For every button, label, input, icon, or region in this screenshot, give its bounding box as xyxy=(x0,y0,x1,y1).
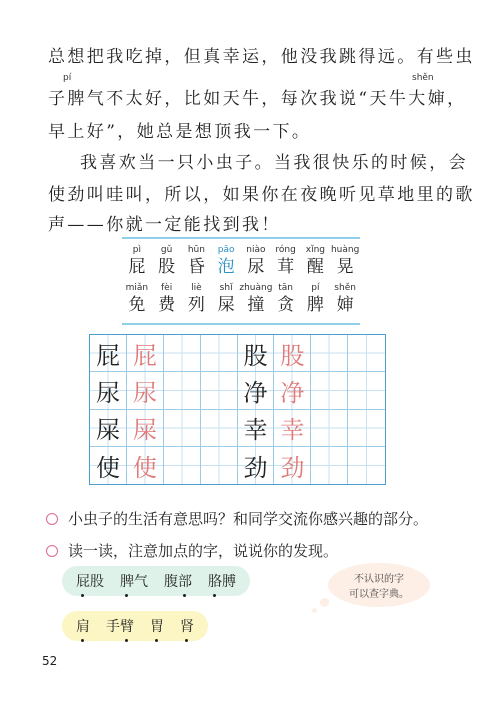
vocab-item: róng 茸 xyxy=(275,245,296,277)
tip-line: 不认识的字 xyxy=(354,574,404,585)
empty-practice-cell xyxy=(164,410,201,447)
story-line: 总想把我吃掉，但真幸运，他没我跳得远。有些虫 xyxy=(48,47,475,67)
model-character: 股 xyxy=(238,335,275,372)
empty-practice-cell xyxy=(164,335,201,372)
story-line: 子脾气不太好，比如天牛，每次我说“天牛大婶， xyxy=(48,89,467,109)
empty-practice-cell xyxy=(164,372,201,409)
word-item: 肾 xyxy=(180,616,194,636)
writing-practice-grid xyxy=(89,334,386,485)
vocab-item: fèi 费 xyxy=(158,283,176,315)
word-item: 肩 xyxy=(76,616,90,636)
vocab-item: zhuàng 撞 xyxy=(239,283,273,315)
model-character: 屁 xyxy=(90,335,127,372)
empty-practice-cell xyxy=(348,447,385,484)
vocab-item: pì 屁 xyxy=(128,245,146,277)
question-text: 读一读，注意加点的字，说说你的发现。 xyxy=(68,542,339,560)
model-character: 净 xyxy=(238,372,275,409)
empty-practice-cell xyxy=(201,447,238,484)
word-item: 屁股 xyxy=(76,571,104,591)
story-line: 使劲叫哇叫，所以，如果你在夜晚听见草地里的歌 xyxy=(48,185,475,205)
empty-practice-cell xyxy=(201,410,238,447)
trace-character: 劲 xyxy=(274,447,311,484)
word-item: 胳膊 xyxy=(208,571,236,591)
trace-character: 使 xyxy=(127,447,164,484)
vocab-item: miǎn 免 xyxy=(125,283,149,315)
page-number: 52 xyxy=(42,654,58,668)
model-character: 屎 xyxy=(90,410,127,447)
word-item: 脾气 xyxy=(120,571,148,591)
trace-character: 净 xyxy=(274,372,311,409)
vocab-item-highlighted: pāo 泡 xyxy=(217,245,235,277)
trace-character: 幸 xyxy=(274,410,311,447)
question-2 xyxy=(46,540,338,561)
vocab-item: xǐng 醒 xyxy=(305,245,325,277)
story-line: 声——你就一定能找到我！ xyxy=(48,215,281,235)
model-character: 幸 xyxy=(238,410,275,447)
empty-practice-cell xyxy=(311,335,348,372)
word-item: 胃 xyxy=(150,616,164,636)
vocab-item: tān 贪 xyxy=(277,283,295,315)
trace-character: 屁 xyxy=(127,335,164,372)
empty-practice-cell xyxy=(311,410,348,447)
question-text: 小虫子的生活有意思吗？和同学交流你感兴趣的部分。 xyxy=(68,510,429,528)
vocab-item: liè 列 xyxy=(187,283,205,315)
vocab-item: hūn 昏 xyxy=(187,245,205,277)
empty-practice-cell xyxy=(348,335,385,372)
empty-practice-cell xyxy=(201,335,238,372)
vocab-row xyxy=(122,245,360,277)
vocab-item: shǐ 屎 xyxy=(217,283,235,315)
circle-bullet-icon xyxy=(46,545,58,557)
question-1 xyxy=(46,508,428,529)
pinyin-annotation: shěn xyxy=(412,73,434,83)
word-band-yellow xyxy=(62,611,208,641)
tip-bubble xyxy=(328,563,430,607)
vocab-item: niào 尿 xyxy=(246,245,266,277)
pinyin-annotation: pí xyxy=(63,73,72,83)
model-character: 使 xyxy=(90,447,127,484)
vocab-row xyxy=(122,283,360,315)
empty-practice-cell xyxy=(348,372,385,409)
story-line: 早上好”，她总是想顶我一下。 xyxy=(48,122,312,142)
word-item: 手臂 xyxy=(106,616,134,636)
model-character: 尿 xyxy=(90,372,127,409)
empty-practice-cell xyxy=(201,372,238,409)
tip-line: 可以查字典。 xyxy=(349,589,409,600)
word-band-green xyxy=(62,566,250,596)
circle-bullet-icon xyxy=(46,513,58,525)
vocab-item: shěn 婶 xyxy=(334,283,356,315)
bubble-tail xyxy=(312,608,317,613)
vocabulary-box xyxy=(122,237,360,325)
vocab-item: pí 脾 xyxy=(306,283,324,315)
word-item: 腹部 xyxy=(164,571,192,591)
trace-character: 尿 xyxy=(127,372,164,409)
empty-practice-cell xyxy=(164,447,201,484)
vocab-item: gǔ 股 xyxy=(158,245,176,277)
trace-character: 屎 xyxy=(127,410,164,447)
empty-practice-cell xyxy=(311,447,348,484)
empty-practice-cell xyxy=(348,410,385,447)
trace-character: 股 xyxy=(274,335,311,372)
story-line: 我喜欢当一只小虫子。当我很快乐的时候，会 xyxy=(80,153,468,173)
model-character: 劲 xyxy=(238,447,275,484)
empty-practice-cell xyxy=(311,372,348,409)
bubble-tail xyxy=(320,598,329,607)
vocab-item: huàng 晃 xyxy=(330,245,360,277)
